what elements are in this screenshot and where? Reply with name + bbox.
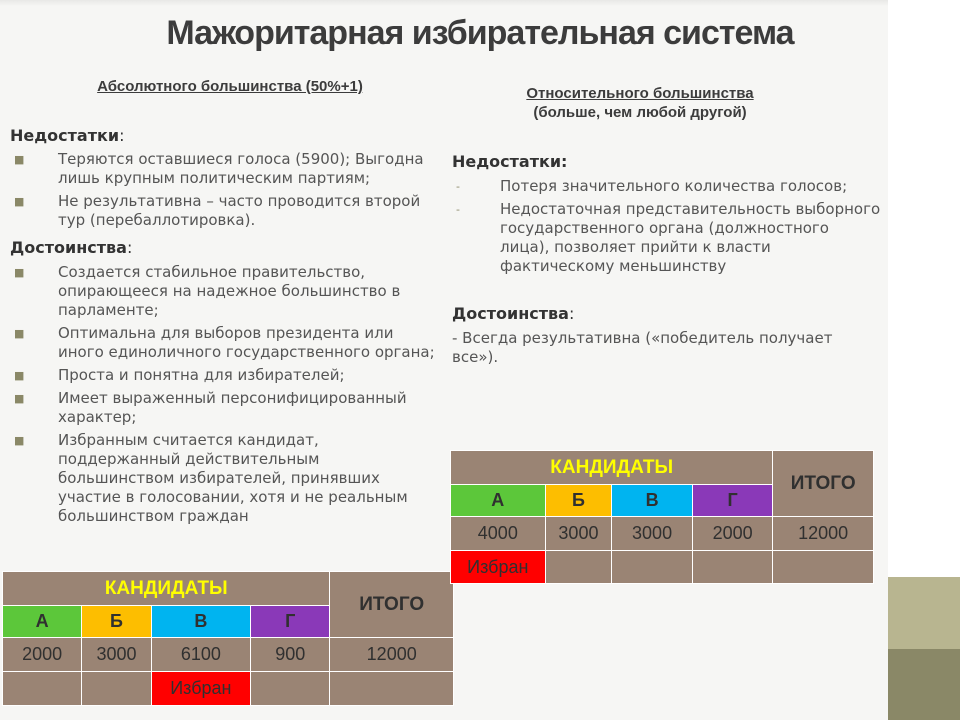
left-heading: Абсолютного большинства (50%+1) [97,78,363,95]
left-votes-table [2,571,454,706]
side-band-white [888,0,960,577]
empty-cell [545,551,612,584]
square-bullet-icon: ■ [14,434,25,447]
side-band-olive-light [888,577,960,649]
right-cons-list [452,177,882,280]
empty-cell [773,551,874,584]
top-stripe [0,0,888,6]
right-pros-heading: Достоинства: [452,304,575,323]
right-heading: Относительного большинства [526,85,754,102]
left-pros-list [10,263,440,530]
candidate-g: Г [692,485,773,517]
empty-cell [82,672,151,706]
list-item: ■ Имеет выраженный персонифицированный характер; [14,389,407,426]
right-pros-text: - Всегда результативна («победитель получает все»). [452,329,833,366]
left-cons-list [10,150,440,234]
candidate-v: В [151,606,250,638]
empty-cell [692,551,773,584]
empty-cell [612,551,693,584]
square-bullet-icon: ■ [14,153,25,166]
candidate-b: Б [82,606,151,638]
list-item: - Потеря значительного количества голосов; [456,177,848,195]
empty-cell [330,672,454,706]
candidate-a: А [451,485,546,517]
square-bullet-icon: ■ [14,195,25,208]
slide-title: Мажоритарная избирательная система [166,14,794,52]
list-item: ■ Проста и понятна для избирателей; [14,366,345,384]
list-item: ■ Оптимальна для выборов президента или иного единоличного государственного органа; [14,324,435,361]
empty-cell [3,672,82,706]
left-pros-heading: Достоинства: [10,238,133,257]
right-cons-heading: Недостатки: [452,152,568,171]
list-item: ■ Не результативна – часто проводится второй тур (перебаллотировка). [14,192,421,229]
list-item: ■ Избранным считается кандидат, поддержанный действительным большинством избирателей, принявших участие в голосовании, хотя и не реальным большинством граждан [14,431,408,525]
total-header: ИТОГО [330,572,454,638]
votes-v: 3000 [612,517,693,551]
square-bullet-icon: ■ [14,327,25,340]
votes-a: 4000 [451,517,546,551]
candidate-a: А [3,606,82,638]
votes-v: 6100 [151,638,250,672]
elected-badge: Избран [451,551,546,584]
dash-bullet-icon: - [456,180,460,193]
votes-g: 2000 [692,517,773,551]
candidate-b: Б [545,485,612,517]
right-votes-table [450,450,874,584]
empty-cell [251,672,330,706]
list-item: ■ Теряются оставшиеся голоса (5900); Выгодна лишь крупным политическим партиям; [14,150,424,187]
votes-total: 12000 [330,638,454,672]
square-bullet-icon: ■ [14,392,25,405]
list-item: - Недостаточная представительность выборного государственного органа (должностного лица), позволяет прийти к власти фактическому меньшинству [456,200,881,275]
candidate-v: В [612,485,693,517]
votes-g: 900 [251,638,330,672]
total-header: ИТОГО [773,451,874,517]
votes-b: 3000 [545,517,612,551]
votes-b: 3000 [82,638,151,672]
list-item: ■ Создается стабильное правительство, опирающееся на надежное большинство в парламенте; [14,263,401,319]
side-band-olive-dark [888,649,960,720]
square-bullet-icon: ■ [14,266,25,279]
elected-badge: Избран [151,672,250,706]
left-cons-heading: Недостатки: [10,126,125,145]
square-bullet-icon: ■ [14,369,25,382]
votes-a: 2000 [3,638,82,672]
candidates-header: КАНДИДАТЫ [3,572,330,606]
right-subheading: (больше, чем любой другой) [533,104,747,121]
dash-bullet-icon: - [456,203,460,216]
votes-total: 12000 [773,517,874,551]
candidate-g: Г [251,606,330,638]
candidates-header: КАНДИДАТЫ [451,451,773,485]
